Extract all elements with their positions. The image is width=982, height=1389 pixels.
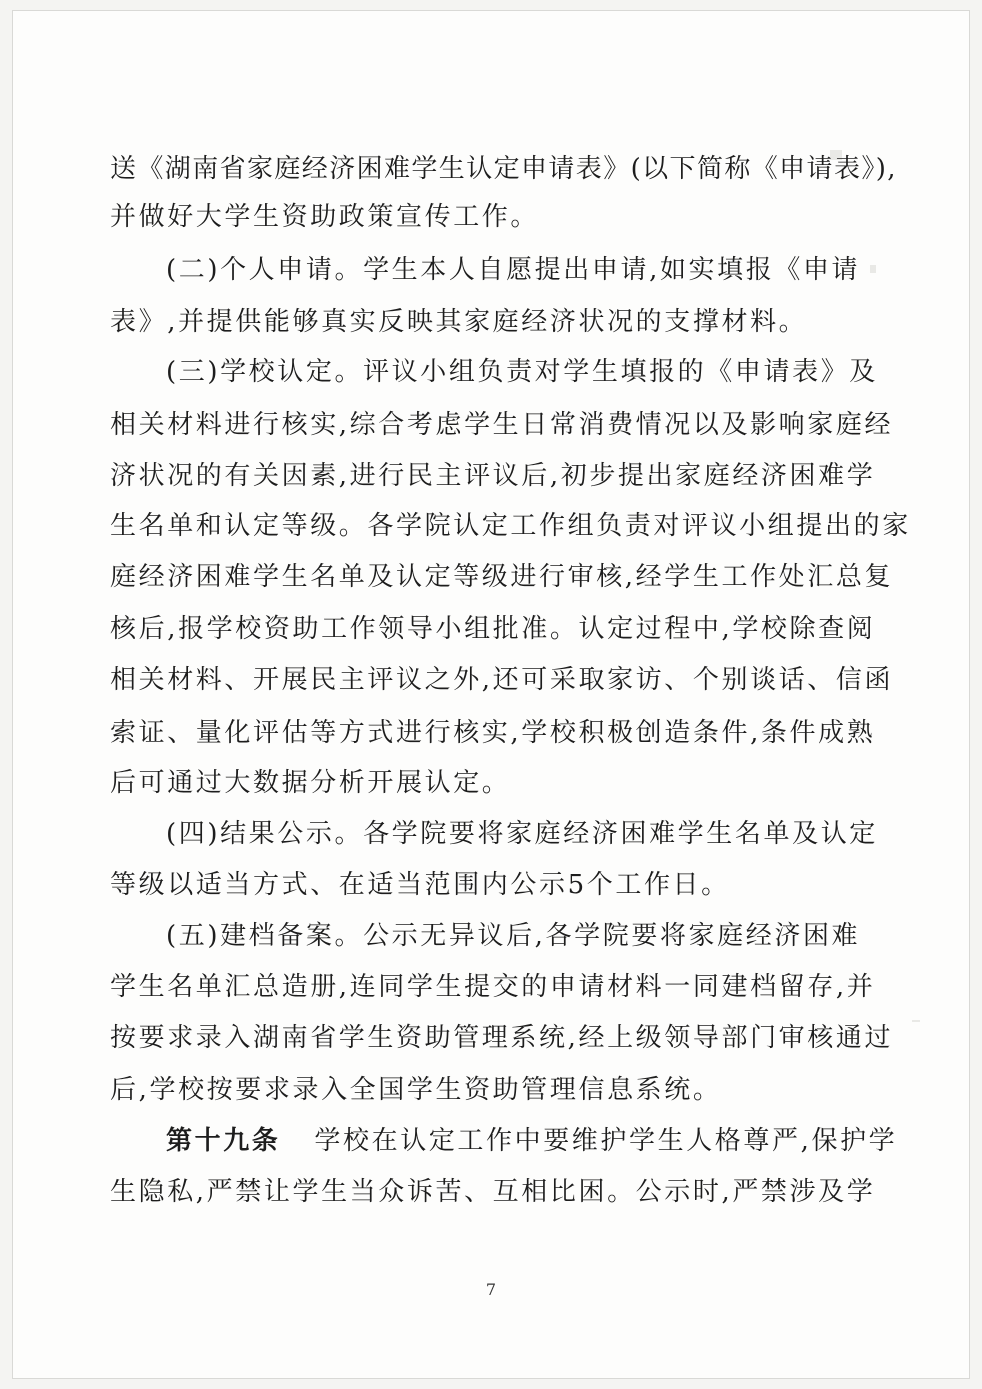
text-line-11: 相关材料、开展民主评议之外,还可采取家访、个别谈话、信函: [110, 665, 894, 695]
text-line-17: 学生名单汇总造册,连同学生提交的申请材料一同建档留存,并: [110, 972, 876, 1002]
text-line-15: 等级以适当方式、在适当范围内公示5个工作日。: [110, 870, 730, 900]
text-line-9: 庭经济困难学生名单及认定等级进行审核,经学生工作处汇总复: [110, 562, 894, 592]
text-line-1: 送《湖南省家庭经济困难学生认定申请表》(以下简称《申请表》),: [110, 154, 897, 184]
text-line-3: (二)个人申请。学生本人自愿提出申请,如实填报《申请: [166, 255, 861, 285]
text-line-6: 相关材料进行核实,综合考虑学生日常消费情况以及影响家庭经: [110, 410, 894, 440]
article-19-text: 学校在认定工作中要维护学生人格尊严,保护学: [314, 1126, 898, 1156]
article-19-line: [166, 1124, 897, 1158]
text-line-14: (四)结果公示。各学院要将家庭经济困难学生名单及认定: [166, 819, 878, 849]
bleed-through-mark: [870, 265, 876, 273]
text-line-2: 并做好大学生资助政策宣传工作。: [110, 202, 540, 232]
text-line-18: 按要求录入湖南省学生资助管理系统,经上级领导部门审核通过: [110, 1023, 894, 1053]
text-line-13: 后可通过大数据分析开展认定。: [110, 768, 511, 798]
text-line-19: 后,学校按要求录入全国学生资助管理信息系统。: [110, 1075, 722, 1105]
text-line-8: 生名单和认定等级。各学院认定工作组负责对评议小组提出的家: [110, 511, 911, 541]
text-line-16: (五)建档备案。公示无异议后,各学院要将家庭经济困难: [166, 921, 861, 951]
article-19-heading: 第十九条: [166, 1126, 281, 1156]
text-line-4: 表》,并提供能够真实反映其家庭经济状况的支撑材料。: [110, 307, 808, 337]
page-number: 7: [485, 1280, 497, 1299]
bleed-through-mark: [912, 1020, 920, 1022]
text-line-10: 核后,报学校资助工作领导小组批准。认定过程中,学校除查阅: [110, 614, 876, 644]
text-line-12: 索证、量化评估等方式进行核实,学校积极创造条件,条件成熟: [110, 718, 876, 748]
text-line-last: 生隐私,严禁让学生当众诉苦、互相比困。公示时,严禁涉及学: [110, 1177, 876, 1207]
text-line-7: 济状况的有关因素,进行民主评议后,初步提出家庭经济困难学: [110, 461, 876, 491]
text-line-5: (三)学校认定。评议小组负责对学生填报的《申请表》及: [166, 357, 878, 387]
